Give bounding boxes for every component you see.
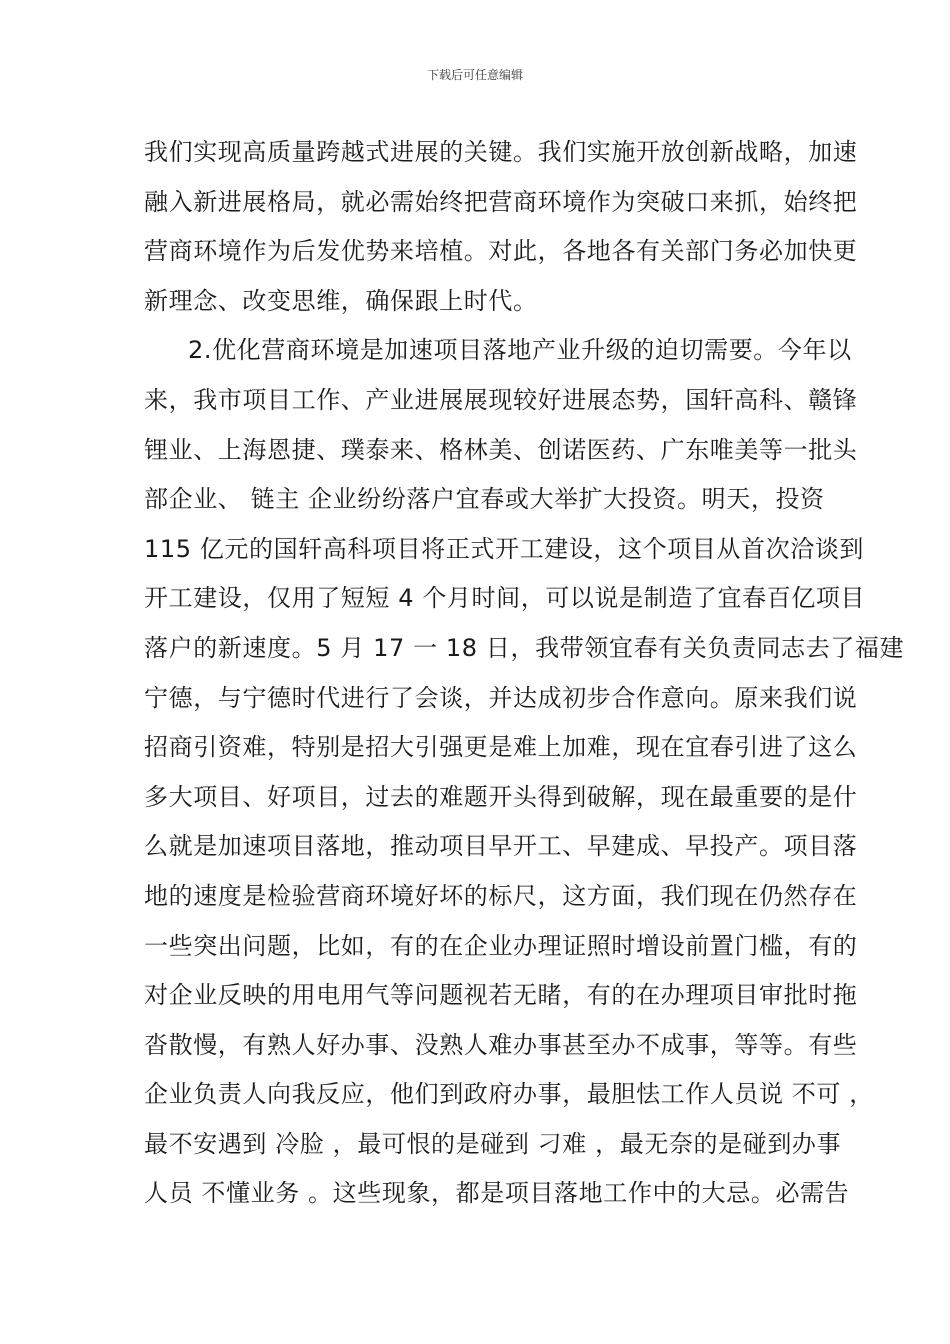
text-line: 锂业、上海恩捷、璞泰来、格林美、创诺医药、广东唯美等一批头 [144,435,858,464]
text-line: 企业负责人向我反应，他们到政府办事，最胆怯工作人员说 不可 ， [144,1080,874,1109]
text-line: 我们实现高质量跨越式进展的关键。我们实施开放创新战略，加速 [144,138,858,166]
text-line: 宁德，与宁德时代进行了会谈，并达成初步合作意向。原来我们说 [144,683,858,712]
text-line: 地的速度是检验营商环境好坏的标尺，这方面，我们现在仍然存在 [144,881,858,910]
document-body [144,128,905,1219]
text-line: 对企业反映的用电用气等问题视若无睹，有的在办理项目审批时拖 [144,981,858,1010]
paragraph [144,326,905,1219]
text-line: 一些突出问题，比如，有的在企业办理证照时增设前置门槛，有的 [144,931,858,960]
text-line: 新理念、改变思维，确保跟上时代。 [144,286,538,315]
text-line: 融入新进展格局，就必需始终把营商环境作为突破口来抓，始终把 [144,187,858,216]
text-line: 115 亿元的国轩高科项目将正式开工建设，这个项目从首次洽谈到 [144,534,865,563]
text-line: 营商环境作为后发优势来培植。对此，各地各有关部门务必加快更 [144,237,858,266]
paragraph [144,128,858,326]
text-line: 最不安遇到 冷脸 ，最可恨的是碰到 刁难 ，最无奈的是碰到办事 [144,1129,842,1158]
text-line: 开工建设，仅用了短短 4 个月时间，可以说是制造了宜春百亿项目 [144,584,866,613]
text-line: 人员 不懂业务 。这些现象，都是项目落地工作中的大忌。必需告 [144,1179,850,1208]
text-line: 部企业、 链主 企业纷纷落户宜春或大举扩大投资。明天，投资 [144,485,825,514]
text-line: 沓散慢，有熟人好办事、没熟人难办事甚至办不成事，等等。有些 [144,1030,858,1059]
text-line: 来，我市项目工作、产业进展展现较好进展态势，国轩高科、赣锋 [144,385,858,414]
text-line: 2.优化营商环境是加速项目落地产业升级的迫切需要。今年以 [188,336,852,365]
text-line: 落户的新速度。5 月 17 一 18 日，我带领宜春有关负责同志去了福建 [144,633,905,662]
page-header: 下载后可任意编辑 [426,68,523,82]
text-line: 么就是加速项目落地，推动项目早开工、早建成、早投产。项目落 [144,832,858,861]
text-line: 多大项目、好项目，过去的难题开头得到破解，现在最重要的是什 [144,782,858,811]
text-line: 招商引资难，特别是招大引强更是难上加难，现在宜春引进了这么 [144,733,858,762]
